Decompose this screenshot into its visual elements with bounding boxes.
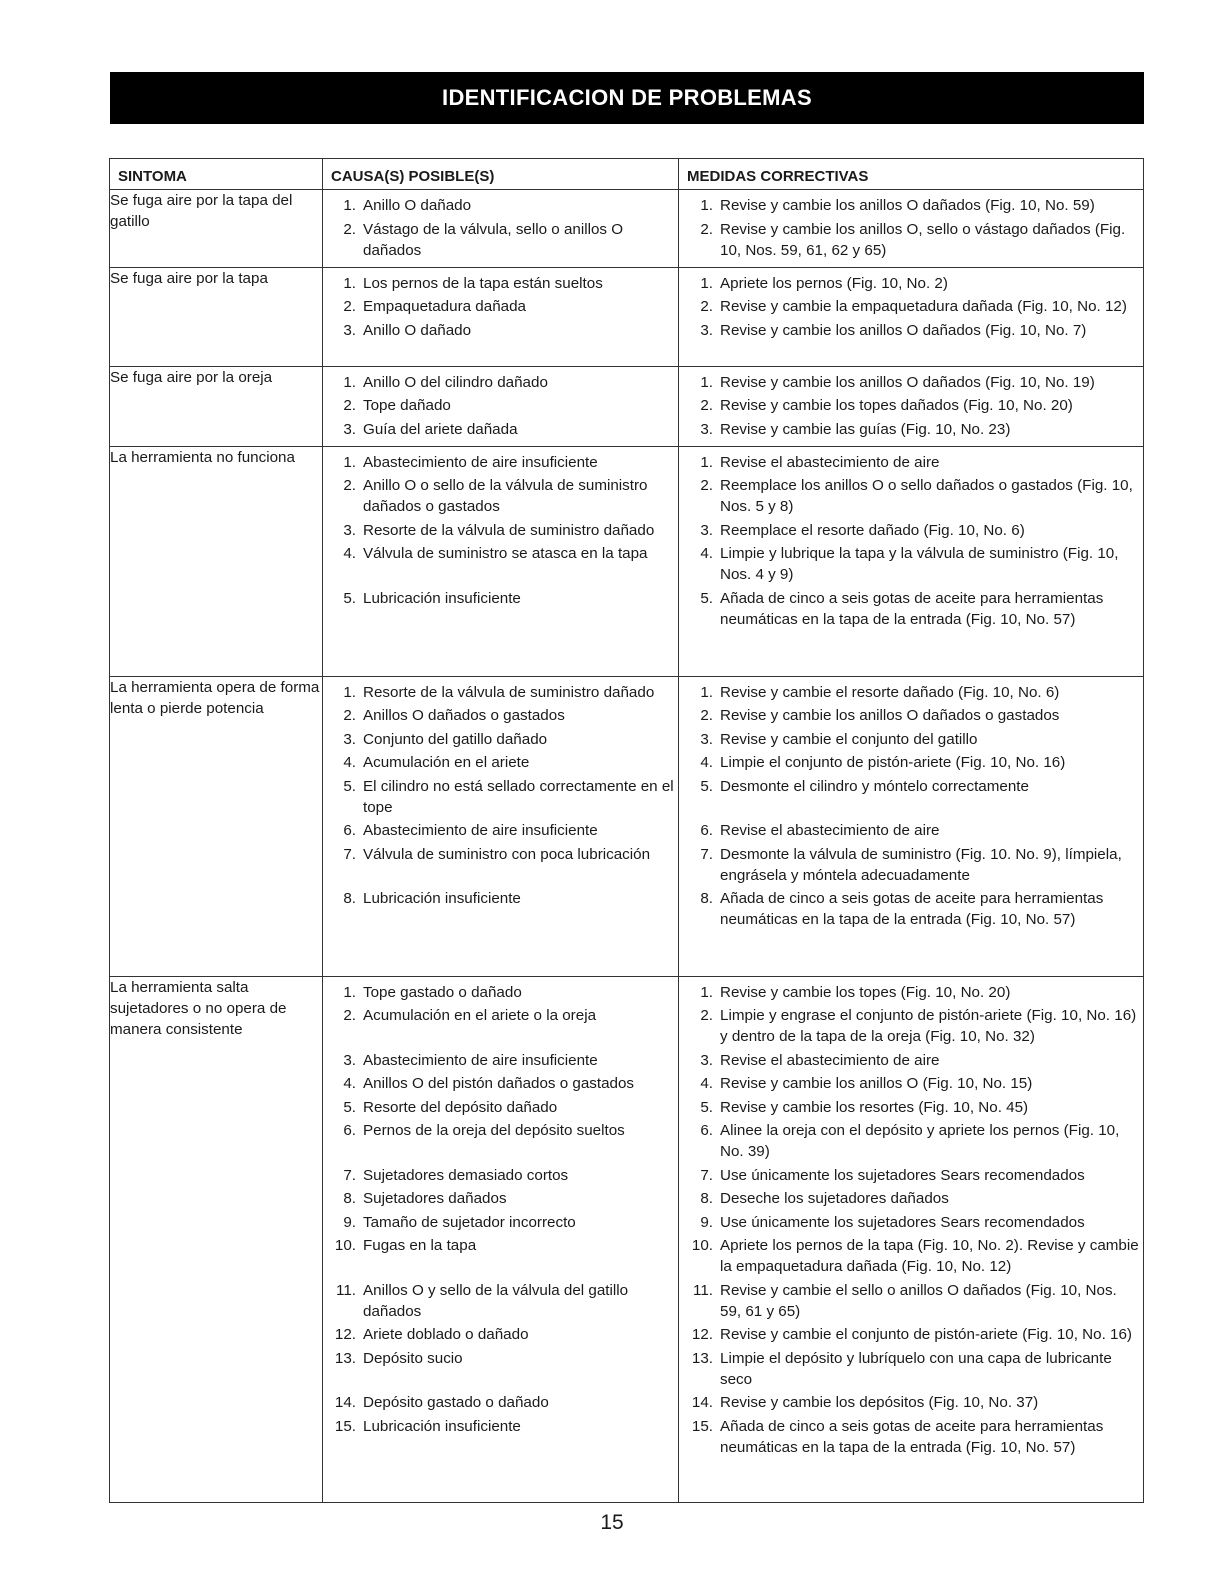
remedy-number: 3.: [700, 1051, 713, 1069]
cause-text: Válvula de suministro se atasca en la tapa: [363, 545, 648, 562]
cause-item: [323, 520, 678, 541]
remedy-text: Revise y cambie los anillos O dañados (Fig. 10, No. 19): [720, 373, 1095, 391]
cause-text: Lubricación insuficiente: [363, 589, 521, 607]
remedy-text: Revise y cambie la empaquetadura dañada (Fig. 10, No. 12): [720, 298, 1127, 315]
cause-number: 2.: [343, 397, 356, 414]
cause-text: Sujetadores demasiado cortos: [363, 1166, 569, 1184]
cause-number: 6.: [343, 1122, 356, 1139]
table-row: [110, 366, 1144, 446]
remedy-text: Revise y cambie el sello o anillos O dañados (Fig. 10, Nos. 59, 61 y 65): [720, 1281, 1117, 1320]
remedy-number: 3.: [700, 420, 713, 438]
remedy-number: 3.: [700, 521, 713, 539]
remedy-text: Apriete los pernos de la tapa (Fig. 10, No. 2). Revise y cambie la empaquetadura dañada (Fig. 10, No. 12): [720, 1237, 1139, 1275]
cause-number: 1.: [343, 983, 356, 1001]
cause-item: [323, 1416, 678, 1458]
remedy-text: Revise y cambie los topes (Fig. 10, No. 20): [720, 983, 1011, 1001]
cause-number: 3.: [343, 420, 356, 438]
remedy-number: 8.: [700, 890, 713, 907]
table-body: [110, 190, 1144, 1503]
remedy-text: Revise el abastecimiento de aire: [720, 1051, 940, 1069]
cause-item: [323, 320, 678, 341]
cause-item: [323, 1280, 678, 1322]
cause-text: Válvula de suministro con poca lubricación: [363, 845, 651, 863]
remedy-text: Limpie el depósito y lubríquelo con una capa de lubricante seco: [720, 1349, 1112, 1388]
cause-text: El cilindro no está sellado correctamente en el tope: [363, 777, 674, 816]
remedy-text: Deseche los sujetadores dañados: [720, 1190, 949, 1207]
cause-text: Acumulación en el ariete o la oreja: [363, 1007, 597, 1024]
remedy-number: 3.: [700, 730, 713, 748]
remedy-item: [679, 1416, 1143, 1458]
remedy-number: 1.: [700, 683, 713, 701]
remedy-item: [679, 844, 1143, 886]
cause-text: Anillo O dañado: [363, 321, 472, 339]
remedy-item: [679, 296, 1143, 317]
cause-number: 4.: [343, 754, 356, 771]
causes-cell: [323, 676, 679, 976]
cause-text: Depósito sucio: [363, 1349, 463, 1367]
remedy-number: 2.: [700, 397, 713, 414]
remedy-text: Revise y cambie el resorte dañado (Fig. 10, No. 6): [720, 683, 1060, 701]
cause-text: Anillo O del cilindro dañado: [363, 373, 548, 391]
cause-number: 8.: [343, 1190, 356, 1207]
remedy-number: 1.: [700, 197, 713, 214]
remedy-item: [679, 520, 1143, 541]
remedy-number: 12.: [691, 1326, 713, 1343]
remedy-number: 3.: [700, 321, 713, 339]
remedies-cell: [679, 446, 1144, 676]
remedy-text: Revise y cambie el conjunto de pistón-ariete (Fig. 10, No. 16): [720, 1326, 1132, 1343]
table-row: [110, 190, 1144, 268]
remedy-number: 2.: [700, 1007, 713, 1024]
cause-item: [323, 1235, 678, 1277]
cause-number: 11.: [336, 1281, 356, 1299]
remedy-item: [679, 1005, 1143, 1047]
remedy-item: [679, 729, 1143, 750]
remedies-cell: [679, 676, 1144, 976]
remedy-number: 15.: [691, 1417, 713, 1435]
remedies-cell: [679, 976, 1144, 1502]
cause-text: Empaquetadura dañada: [363, 298, 526, 315]
cause-text: Resorte de la válvula de suministro dañado: [363, 683, 655, 701]
cause-number: 7.: [343, 1166, 356, 1184]
cause-number: 5.: [343, 589, 356, 607]
cause-text: Anillos O y sello de la válvula del gatillo dañados: [363, 1281, 629, 1320]
cause-item: [323, 1392, 678, 1413]
remedy-text: Revise y cambie los topes dañados (Fig. 10, No. 20): [720, 397, 1073, 414]
cause-number: 12.: [334, 1326, 356, 1343]
remedy-item: [679, 1120, 1143, 1162]
causes-cell: [323, 976, 679, 1502]
cause-number: 3.: [343, 1051, 356, 1069]
causes-cell: [323, 446, 679, 676]
remedy-number: 5.: [700, 589, 713, 607]
remedy-text: Añada de cinco a seis gotas de aceite para herramientas neumáticas en la tapa de la entrada (Fig. 10, No. 57): [720, 890, 1104, 928]
remedy-number: 7.: [700, 845, 713, 863]
remedies-cell: [679, 190, 1144, 268]
symptom-cell: La herramienta no funciona: [110, 446, 323, 676]
cause-text: Fugas en la tapa: [363, 1237, 477, 1254]
remedy-item: [679, 452, 1143, 473]
remedy-number: 14.: [691, 1394, 713, 1411]
cause-number: 2.: [343, 707, 356, 724]
remedy-text: Reemplace el resorte dañado (Fig. 10, No. 6): [720, 521, 1025, 539]
cause-text: Tope gastado o dañado: [363, 983, 522, 1001]
remedy-number: 1.: [700, 453, 713, 471]
cause-number: 5.: [343, 1098, 356, 1116]
troubleshooting-table: [109, 158, 1144, 1503]
remedy-text: Use únicamente los sujetadores Sears recomendados: [720, 1166, 1085, 1184]
cause-item: [323, 273, 678, 294]
cause-text: Abastecimiento de aire insuficiente: [363, 1051, 598, 1069]
remedies-cell: [679, 366, 1144, 446]
remedy-item: [679, 1188, 1143, 1209]
cause-text: Abastecimiento de aire insuficiente: [363, 453, 598, 471]
cause-text: Resorte del depósito dañado: [363, 1098, 558, 1116]
cause-number: 1.: [343, 197, 356, 214]
remedy-text: Limpie el conjunto de pistón-ariete (Fig. 10, No. 16): [720, 754, 1066, 771]
cause-text: Anillos O dañados o gastados: [363, 707, 565, 724]
remedies-cell: [679, 267, 1144, 366]
cause-text: Anillos O del pistón dañados o gastados: [363, 1075, 635, 1092]
cause-text: Depósito gastado o dañado: [363, 1394, 549, 1411]
remedy-text: Desmonte el cilindro y móntelo correctamente: [720, 777, 1029, 795]
cause-text: Pernos de la oreja del depósito sueltos: [363, 1122, 625, 1139]
remedy-number: 4.: [700, 545, 713, 562]
cause-number: 1.: [343, 274, 356, 292]
remedy-number: 9.: [700, 1213, 713, 1231]
remedy-item: [679, 982, 1143, 1003]
cause-text: Vástago de la válvula, sello o anillos O dañados: [363, 220, 624, 259]
remedy-item: [679, 588, 1143, 630]
cause-number: 2.: [343, 1007, 356, 1024]
cause-item: [323, 1073, 678, 1094]
remedy-text: Revise y cambie los anillos O dañados o gastados: [720, 707, 1060, 724]
remedy-number: 1.: [700, 274, 713, 292]
cause-text: Sujetadores dañados: [363, 1190, 507, 1207]
cause-text: Resorte de la válvula de suministro dañado: [363, 521, 655, 539]
remedy-text: Limpie y lubrique la tapa y la válvula de suministro (Fig. 10, Nos. 4 y 9): [720, 545, 1119, 583]
cause-number: 4.: [343, 545, 356, 562]
cause-text: Acumulación en el ariete: [363, 754, 530, 771]
remedy-item: [679, 543, 1143, 585]
cause-text: Tamaño de sujetador incorrecto: [363, 1213, 576, 1231]
cause-number: 7.: [343, 845, 356, 863]
cause-item: [323, 195, 678, 216]
cause-item: [323, 1120, 678, 1162]
remedy-number: 5.: [700, 777, 713, 795]
remedy-item: [679, 820, 1143, 841]
remedy-text: Use únicamente los sujetadores Sears recomendados: [720, 1213, 1085, 1231]
cause-item: [323, 395, 678, 416]
remedy-text: Desmonte la válvula de suministro (Fig. 10. No. 9), límpiela, engrásela y móntela adecuadamente: [720, 845, 1122, 884]
remedy-text: Reemplace los anillos O o sello dañados o gastados (Fig. 10, Nos. 5 y 8): [720, 477, 1133, 515]
table-row: [110, 446, 1144, 676]
cause-number: 8.: [343, 890, 356, 907]
cause-item: [323, 1097, 678, 1118]
page-title: IDENTIFICACION DE PROBLEMAS: [442, 85, 812, 110]
cause-item: [323, 982, 678, 1003]
remedy-text: Revise y cambie los anillos O, sello o vástago dañados (Fig. 10, Nos. 59, 61, 62 y 65): [720, 220, 1126, 259]
remedy-text: Revise y cambie el conjunto del gatillo: [720, 730, 978, 748]
cause-number: 1.: [343, 453, 356, 471]
cause-text: Lubricación insuficiente: [363, 890, 521, 907]
cause-item: [323, 1005, 678, 1047]
symptom-cell: Se fuga aire por la oreja: [110, 366, 323, 446]
remedy-item: [679, 752, 1143, 773]
causes-cell: [323, 190, 679, 268]
remedy-text: Revise y cambie los anillos O dañados (Fig. 10, No. 59): [720, 197, 1095, 214]
remedy-item: [679, 1073, 1143, 1094]
remedy-text: Revise y cambie los anillos O dañados (Fig. 10, No. 7): [720, 321, 1087, 339]
cause-text: Lubricación insuficiente: [363, 1417, 521, 1435]
remedy-item: [679, 776, 1143, 818]
cause-number: 2.: [343, 477, 356, 494]
remedy-text: Revise el abastecimiento de aire: [720, 822, 940, 839]
cause-item: [323, 729, 678, 750]
remedy-item: [679, 1392, 1143, 1413]
cause-item: [323, 475, 678, 517]
causes-cell: [323, 267, 679, 366]
remedy-item: [679, 273, 1143, 294]
table-row: [110, 267, 1144, 366]
cause-item: [323, 588, 678, 630]
remedy-text: Revise y cambie los depósitos (Fig. 10, No. 37): [720, 1394, 1039, 1411]
symptom-cell: Se fuga aire por la tapa: [110, 267, 323, 366]
remedy-text: Revise y cambie los anillos O (Fig. 10, No. 15): [720, 1075, 1033, 1092]
cause-number: 10.: [334, 1237, 356, 1254]
header-causas: CAUSA(S) POSIBLE(S): [323, 159, 679, 190]
cause-item: [323, 372, 678, 393]
cause-text: Ariete doblado o dañado: [363, 1326, 529, 1343]
cause-number: 1.: [343, 373, 356, 391]
remedy-number: 11.: [693, 1281, 713, 1299]
remedy-number: 8.: [700, 1190, 713, 1207]
cause-item: [323, 844, 678, 886]
cause-item: [323, 1348, 678, 1390]
remedy-number: 10.: [691, 1237, 713, 1254]
remedy-item: [679, 395, 1143, 416]
cause-item: [323, 452, 678, 473]
table-row: [110, 976, 1144, 1502]
symptom-cell: La herramienta opera de forma lenta o pierde potencia: [110, 676, 323, 976]
remedy-number: 6.: [700, 822, 713, 839]
cause-text: Abastecimiento de aire insuficiente: [363, 822, 598, 839]
remedy-text: Alinee la oreja con el depósito y apriete los pernos (Fig. 10, No. 39): [720, 1122, 1120, 1160]
remedy-item: [679, 320, 1143, 341]
remedy-item: [679, 705, 1143, 726]
cause-text: Anillo O dañado: [363, 197, 472, 214]
cause-item: [323, 888, 678, 930]
remedy-item: [679, 1235, 1143, 1277]
cause-item: [323, 1050, 678, 1071]
remedy-text: Añada de cinco a seis gotas de aceite para herramientas neumáticas en la tapa de la entrada (Fig. 10, No. 57): [720, 1417, 1104, 1456]
symptom-cell: Se fuga aire por la tapa del gatillo: [110, 190, 323, 268]
header-sintoma: SINTOMA: [110, 159, 323, 190]
remedy-item: [679, 419, 1143, 440]
remedy-item: [679, 1165, 1143, 1186]
cause-text: Guía del ariete dañada: [363, 420, 518, 438]
cause-item: [323, 1212, 678, 1233]
remedy-item: [679, 1212, 1143, 1233]
remedy-item: [679, 475, 1143, 517]
cause-text: Tope dañado: [363, 397, 451, 414]
cause-number: 14.: [334, 1394, 356, 1411]
cause-number: 2.: [343, 220, 356, 238]
cause-number: 2.: [343, 298, 356, 315]
cause-number: 3.: [343, 521, 356, 539]
cause-item: [323, 543, 678, 585]
remedy-number: 2.: [700, 707, 713, 724]
cause-number: 6.: [343, 822, 356, 839]
remedy-item: [679, 1097, 1143, 1118]
cause-text: Anillo O o sello de la válvula de suministro dañados o gastados: [363, 477, 648, 515]
remedy-number: 6.: [700, 1122, 713, 1139]
symptom-cell: La herramienta salta sujetadores o no opera de manera consistente: [110, 976, 323, 1502]
cause-number: 15.: [334, 1417, 356, 1435]
remedy-text: Revise y cambie las guías (Fig. 10, No. 23): [720, 420, 1011, 438]
page-title-banner: [110, 72, 1144, 124]
cause-item: [323, 705, 678, 726]
cause-number: 3.: [343, 321, 356, 339]
remedy-number: 2.: [700, 477, 713, 494]
remedy-text: Revise y cambie los resortes (Fig. 10, No. 45): [720, 1098, 1029, 1116]
cause-item: [323, 419, 678, 440]
page-number: 15: [600, 1511, 624, 1534]
remedy-item: [679, 1348, 1143, 1390]
remedy-item: [679, 888, 1143, 930]
remedy-number: 2.: [700, 298, 713, 315]
remedy-number: 4.: [700, 1075, 713, 1092]
remedy-number: 1.: [700, 373, 713, 391]
header-medidas: MEDIDAS CORRECTIVAS: [679, 159, 1144, 190]
causes-cell: [323, 366, 679, 446]
remedy-number: 4.: [700, 754, 713, 771]
table-header-row: [110, 159, 1144, 190]
remedy-number: 2.: [700, 220, 713, 238]
remedy-item: [679, 1280, 1143, 1322]
remedy-text: Apriete los pernos (Fig. 10, No. 2): [720, 274, 948, 292]
remedy-number: 13.: [691, 1349, 713, 1367]
remedy-item: [679, 682, 1143, 703]
table-row: [110, 676, 1144, 976]
cause-item: [323, 1188, 678, 1209]
cause-item: [323, 296, 678, 317]
cause-text: Los pernos de la tapa están sueltos: [363, 274, 603, 292]
remedy-text: Añada de cinco a seis gotas de aceite para herramientas neumáticas en la tapa de la entrada (Fig. 10, No. 57): [720, 589, 1104, 628]
cause-item: [323, 1324, 678, 1345]
cause-number: 13.: [334, 1349, 356, 1367]
cause-item: [323, 752, 678, 773]
cause-item: [323, 219, 678, 261]
cause-item: [323, 776, 678, 818]
remedy-item: [679, 195, 1143, 216]
remedy-item: [679, 372, 1143, 393]
remedy-number: 7.: [700, 1166, 713, 1184]
cause-item: [323, 820, 678, 841]
remedy-text: Limpie y engrase el conjunto de pistón-ariete (Fig. 10, No. 16) y dentro de la tapa de la oreja (Fig. 10, No. 32): [720, 1007, 1137, 1045]
cause-number: 1.: [343, 683, 356, 701]
remedy-text: Revise el abastecimiento de aire: [720, 453, 940, 471]
cause-item: [323, 682, 678, 703]
remedy-number: 5.: [700, 1098, 713, 1116]
cause-item: [323, 1165, 678, 1186]
remedy-item: [679, 219, 1143, 261]
cause-number: 9.: [343, 1213, 356, 1231]
cause-number: 4.: [343, 1075, 356, 1092]
cause-text: Conjunto del gatillo dañado: [363, 730, 548, 748]
remedy-number: 1.: [700, 983, 713, 1001]
remedy-item: [679, 1324, 1143, 1345]
cause-number: 5.: [343, 777, 356, 795]
remedy-item: [679, 1050, 1143, 1071]
cause-number: 3.: [343, 730, 356, 748]
